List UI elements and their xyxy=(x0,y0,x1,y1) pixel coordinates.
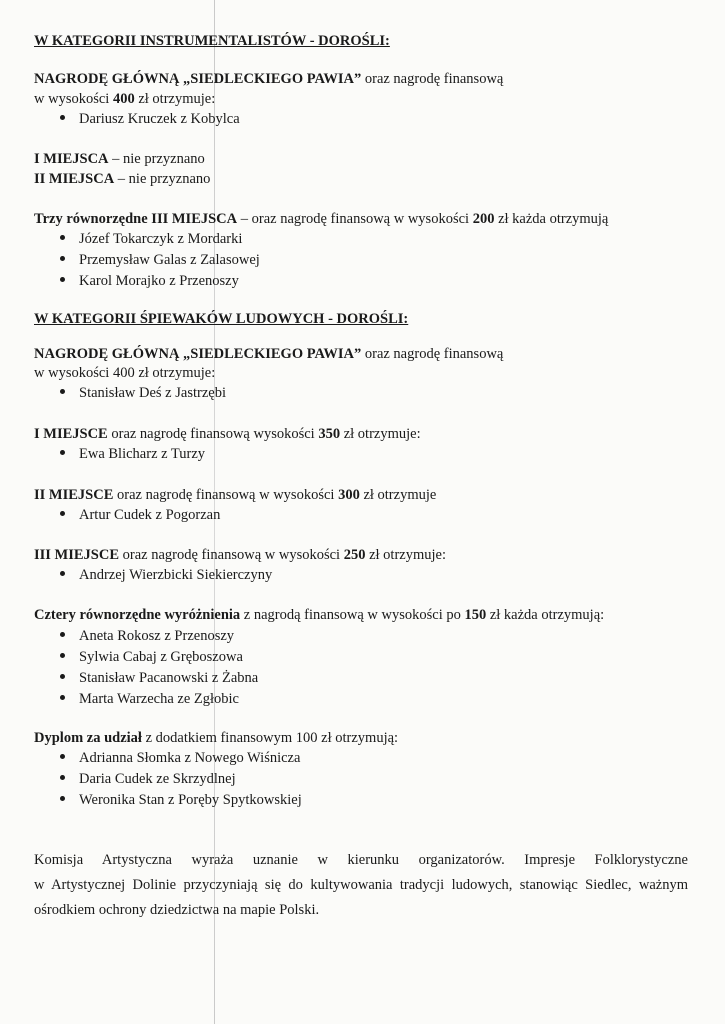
sing-third-place-line: III MIEJSCE oraz nagrodę finansową w wysokości 250 zł otrzymuje: xyxy=(34,547,446,563)
instr-first-place-line: I MIEJSCA – nie przyznano xyxy=(34,151,205,167)
list-item: Ewa Blicharz z Turzy xyxy=(60,445,205,463)
instrumentalists-heading: W KATEGORII INSTRUMENTALISTÓW - DOROŚLI: xyxy=(34,33,390,49)
list-item: Przemysław Galas z Zalasowej xyxy=(60,251,260,269)
list-item: Karol Morajko z Przenoszy xyxy=(60,272,239,290)
closing-line-3: ośrodkiem ochrony dziedzictwa na mapie Polski. xyxy=(34,902,320,918)
instr-grand-amount-line: w wysokości 400 zł otrzymuje: xyxy=(34,91,216,107)
sing-distinctions-line: Cztery równorzędne wyróżnienia z nagrodą finansową w wysokości po 150 zł każda otrzymują: xyxy=(34,607,605,623)
bullet-icon xyxy=(60,775,65,780)
bullet-icon xyxy=(60,511,65,516)
sing-grand-prize-line: NAGRODĘ GŁÓWNĄ „SIEDLECKIEGO PAWIA” oraz nagrodę finansową xyxy=(34,346,504,362)
list-item: Weronika Stan z Poręby Spytkowskiej xyxy=(60,791,302,809)
bullet-icon xyxy=(60,571,65,576)
instr-second-place-line: II MIEJSCA – nie przyznano xyxy=(34,171,211,187)
instr-grand-prize-line: NAGRODĘ GŁÓWNĄ „SIEDLECKIEGO PAWIA” oraz nagrodę finansową xyxy=(34,71,504,87)
bullet-icon xyxy=(60,796,65,801)
bullet-icon xyxy=(60,695,65,700)
sing-grand-amount-line: w wysokości 400 zł otrzymuje: xyxy=(34,365,216,381)
list-item: Artur Cudek z Pogorzan xyxy=(60,506,220,524)
list-item: Dariusz Kruczek z Kobylca xyxy=(60,110,240,128)
bullet-icon xyxy=(60,389,65,394)
bullet-icon xyxy=(60,674,65,679)
list-item: Daria Cudek ze Skrzydlnej xyxy=(60,770,236,788)
list-item: Aneta Rokosz z Przenoszy xyxy=(60,627,234,645)
bullet-icon xyxy=(60,277,65,282)
list-item: Stanisław Pacanowski z Żabna xyxy=(60,669,258,687)
bullet-icon xyxy=(60,450,65,455)
sing-diploma-line: Dyplom za udział z dodatkiem finansowym 100 zł otrzymują: xyxy=(34,730,399,746)
list-item: Adrianna Słomka z Nowego Wiśnicza xyxy=(60,749,300,767)
closing-paragraph xyxy=(34,848,688,923)
list-item: Sylwia Cabaj z Gręboszowa xyxy=(60,648,243,666)
closing-line-2: w Artystycznej Dolinie przyczyniają się do kultywowania tradycji ludowych, stanowiąc Siedlec, ważnym xyxy=(34,877,688,893)
bullet-icon xyxy=(60,632,65,637)
bullet-icon xyxy=(60,115,65,120)
bullet-icon xyxy=(60,256,65,261)
list-item: Andrzej Wierzbicki Siekierczyny xyxy=(60,566,272,584)
sing-second-place-line: II MIEJSCE oraz nagrodę finansową w wysokości 300 zł otrzymuje xyxy=(34,487,437,503)
bullet-icon xyxy=(60,235,65,240)
bullet-icon xyxy=(60,653,65,658)
closing-line-1: Komisja Artystyczna wyraża uznanie w kierunku organizatorów. Impresje Folklorystyczne xyxy=(34,852,688,868)
sing-first-place-line: I MIEJSCE oraz nagrodę finansową wysokości 350 zł otrzymuje: xyxy=(34,426,421,442)
singers-heading: W KATEGORII ŚPIEWAKÓW LUDOWYCH - DOROŚLI: xyxy=(34,311,409,327)
bullet-icon xyxy=(60,754,65,759)
list-item: Marta Warzecha ze Zgłobic xyxy=(60,690,239,708)
instr-third-place-line: Trzy równorzędne III MIEJSCA – oraz nagrodę finansową w wysokości 200 zł każda otrzymują xyxy=(34,211,609,227)
list-item: Stanisław Deś z Jastrzębi xyxy=(60,384,226,402)
list-item: Józef Tokarczyk z Mordarki xyxy=(60,230,242,248)
